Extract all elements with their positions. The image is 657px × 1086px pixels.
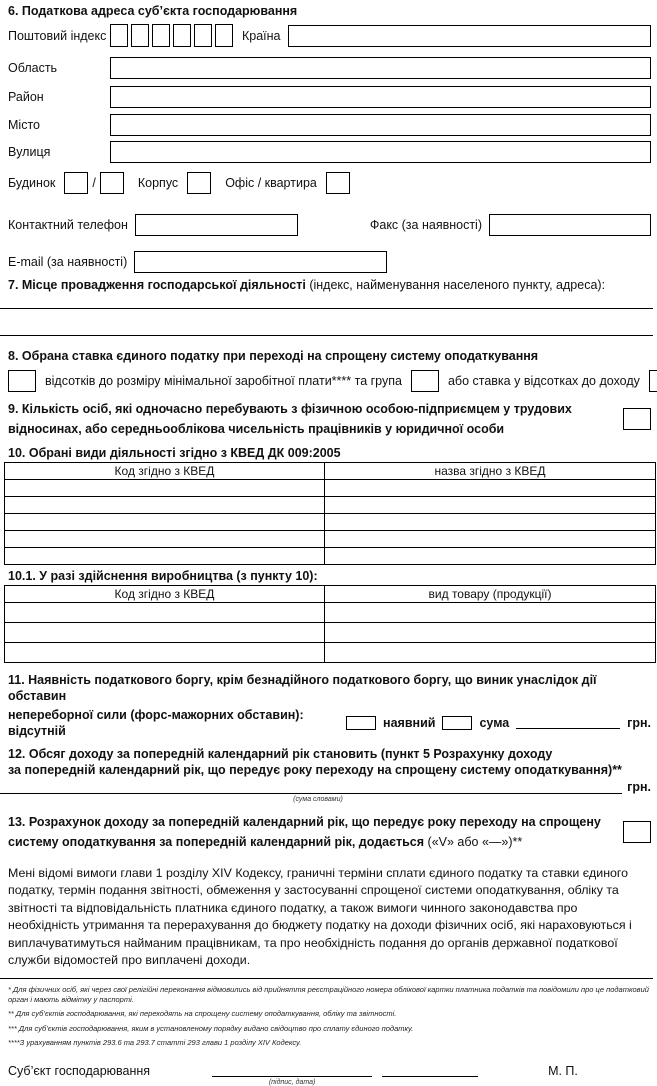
kved-table-header-row [5,463,656,480]
section-11-line2-text: непереборної сили (форс-мажорних обставин): відсутній [8,708,304,738]
postal-digit-box[interactable] [194,24,212,47]
country-field[interactable] [288,25,651,47]
footnote-3: *** Для суб’єктів господарювання, яким в установленому порядку видано свідоцтво про сплату єдиного податку. [8,1023,414,1033]
building-slash: / [92,176,96,190]
kved-activity-value-cell[interactable] [325,531,656,548]
table-row [5,514,656,531]
kved-name-header: назва згідно з КВЕД [325,463,656,480]
footnotes-separator [0,978,653,979]
production-goods-header: вид товару (продукції) [325,586,656,603]
email-label: E-mail (за наявності) [8,255,128,269]
section-11 [8,672,651,739]
korpus-box[interactable] [187,172,211,194]
footnote-4: ****З урахуванням пунктів 293.6 та 293.7 статті 293 глави 1 розділу XIV Кодексу. [8,1038,302,1048]
section-11-line1: 11. Наявність податкового боргу, крім безнадійного податкового боргу, що виник унаслідок дії обставин [8,673,597,703]
postal-digit-box[interactable] [215,24,233,47]
section-12 [8,746,651,778]
street-row [8,141,651,163]
city-row [8,114,651,136]
kved-activity-code-cell[interactable] [5,480,325,497]
phone-label: Контактний телефон [8,218,128,232]
fax-field[interactable] [489,214,651,236]
section-13-text-hint: («V» або «—»)** [427,835,523,849]
korpus-label: Корпус [137,176,179,190]
table-row [5,480,656,497]
section-13-text [8,812,623,852]
kved-activity-value-cell[interactable] [325,480,656,497]
signature-row [8,1064,651,1086]
district-row [8,86,651,108]
oblast-field[interactable] [110,57,651,79]
signature-block [212,1064,372,1086]
section-12-line1: 12. Обсяг доходу за попередній календарний рік становить (пункт 5 Розрахунку доходу [8,747,553,761]
kved-activity-value-cell[interactable] [325,548,656,565]
oblast-row [8,57,651,79]
oblast-label: Область [8,61,58,75]
footnote-1: * Для фізичних осіб, які через свої релігійні переконання відмовились від прийняття реєстраційного номера облікової картки платника податків та повідомили про це податковий орган і мають відмітку у паспорті. [8,985,649,1004]
footnote-2: ** Для суб’єктів господарювання, які переходять на спрощену систему оподаткування, обліку та звітності. [8,1009,397,1019]
street-label: Вулиця [8,145,51,159]
footnotes [8,985,651,1048]
section-12-line2: за попередній календарний рік, що передує року переходу на спрощену систему оподаткування)** [8,763,622,777]
section-9-text: 9. Кількість осіб, які одночасно перебувають з фізичною особою-підприємцем у трудових відносинах, або середньооблікова чисельність працівників у юридичної особи [8,402,572,436]
table-row [5,531,656,548]
declaration-paragraph: Мені відомі вимоги глави 1 розділу XIV Кодексу, граничні терміни сплати єдиного податку та ставки єдиного податку, термін подання звітності, обмеження у застосуванні спрощеної системи оподаткування, обліку та звітності та відповідальність платника єдиного податку, а також вимоги чинного законодавства про необхідність утримання та перерахування до бюджету податку на доходи фізичних осіб, які нараховуються і виплачуватимуться найманим працівникам, та про необхідність подання до органів державної податкової служби відомостей про виплачені доходи. [8,866,632,968]
production-value-cell[interactable] [325,623,656,643]
production-value-cell[interactable] [325,603,656,623]
district-label: Район [8,90,44,104]
debt-present-box[interactable] [442,716,472,730]
section-11-line2 [8,707,651,739]
phone-row [8,214,651,236]
date-block [382,1064,478,1077]
city-label: Місто [8,118,40,132]
phone-field[interactable] [135,214,298,236]
building-label: Будинок [8,176,56,190]
country-label: Країна [242,28,281,43]
debt-absent-box[interactable] [346,716,376,730]
postal-row [8,24,651,47]
email-row [8,251,651,273]
fax-label: Факс (за наявності) [369,218,482,232]
city-field[interactable] [110,114,651,136]
section-8-title: 8. Обрана ставка єдиного податку при переході на спрощену систему оподаткування [8,349,539,363]
section-10-title: 10. Обрані види діяльності згідно з КВЕД ДК 009:2005 [8,446,341,460]
group-box[interactable] [411,370,439,392]
kved-activity-code-cell[interactable] [5,514,325,531]
sum-in-words-caption: (сума словами) [293,796,343,803]
production-value-cell[interactable] [325,643,656,663]
income-rate-box[interactable] [649,370,657,392]
debt-sum-label: сума [479,716,510,730]
kved-activity-value-cell[interactable] [325,497,656,514]
table-row [5,623,656,643]
signature-caption: (підпис, дата) [268,1078,316,1086]
production-code-cell[interactable] [5,603,325,623]
kved-activity-code-cell[interactable] [5,531,325,548]
postal-digit-box[interactable] [152,24,170,47]
building-row [8,172,651,194]
production-code-cell[interactable] [5,623,325,643]
postal-digit-box[interactable] [173,24,191,47]
section-8-row [8,370,651,392]
kved-activities-table [4,462,656,565]
calculation-attached-box[interactable] [623,821,651,843]
date-line[interactable] [382,1064,478,1077]
income-amount-row [8,780,651,794]
table-row [5,548,656,565]
percent-rate-label: відсотків до розміру мінімальної заробітної плати**** та група [45,374,402,388]
section-7-title-bold: 7. Місце провадження господарської діяльності [8,278,306,292]
business-entity-label: Суб’єкт господарювання [8,1063,151,1078]
section-9 [8,399,651,439]
office-box[interactable] [326,172,350,194]
debt-sum-field[interactable] [516,717,620,729]
table-row [5,643,656,663]
kved-code-header: Код згідно з КВЕД [5,463,325,480]
building-number-2-box[interactable] [100,172,124,194]
debt-currency-label: грн. [627,716,651,730]
production-table-header-row [5,586,656,603]
income-amount-field[interactable] [0,782,622,794]
office-label: Офіс / квартира [225,176,317,190]
production-code-header: Код згідно з КВЕД [5,586,325,603]
building-number-box[interactable] [64,172,88,194]
signature-line[interactable] [212,1064,372,1077]
email-field[interactable] [134,251,387,273]
district-field[interactable] [110,86,651,108]
income-rate-label: або ставка у відсотках до доходу [447,374,640,388]
income-currency-label: грн. [627,780,651,794]
kved-activity-code-cell[interactable] [5,497,325,514]
employees-count-box[interactable] [623,408,651,430]
postal-digit-box[interactable] [131,24,149,47]
postal-index-label: Поштовий індекс [8,28,107,43]
production-code-cell[interactable] [5,643,325,663]
section-13-text-bold: 13. Розрахунок доходу за попередній календарний рік, що передує року переходу на спрощену систему оподаткування за попередній календарний рік, додається [8,815,601,849]
table-row [5,603,656,623]
section-13 [8,812,651,852]
kved-production-table [4,585,656,663]
kved-activity-code-cell[interactable] [5,548,325,565]
stamp-place-label: М. П. [548,1063,578,1078]
activity-place-line-2[interactable] [0,309,653,336]
section-7-title-hint: (індекс, найменування населеного пункту, адреса): [309,278,606,292]
section-10-1-title: 10.1. У разі здійснення виробництва (з пункту 10): [8,569,318,583]
percent-rate-box[interactable] [8,370,36,392]
activity-place-line-1[interactable] [0,292,653,309]
section-7-title [8,278,651,292]
postal-index-boxes [110,24,233,47]
debt-present-label: наявний [383,716,436,730]
table-row [5,497,656,514]
kved-activity-value-cell[interactable] [325,514,656,531]
street-field[interactable] [110,141,651,163]
section-6-title: 6. Податкова адреса суб’єкта господарювання [8,4,298,18]
postal-digit-box[interactable] [110,24,128,47]
